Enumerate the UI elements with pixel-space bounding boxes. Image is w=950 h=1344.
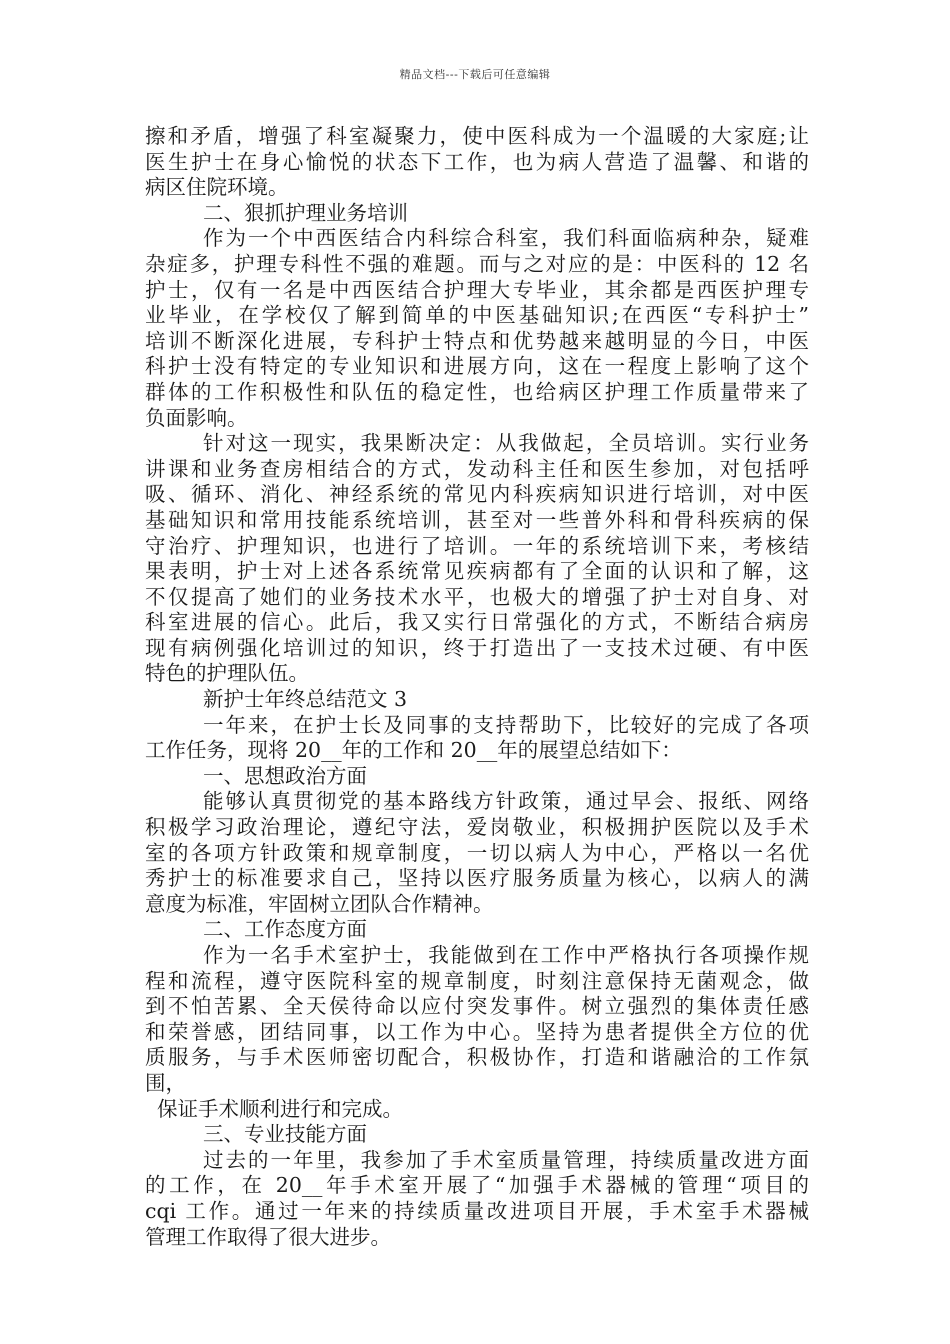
text-line: 负面影响。 [145,405,248,430]
text-line: 的工作，在 20__年手术室开展了“加强手术器械的管理“项目的 [145,1173,809,1198]
text-line: 科护士没有特定的专业知识和进展方向，这在一程度上影响了这个 [145,354,809,379]
text-line: 秀护士的标准要求自己，坚持以医疗服务质量为核心，以病人的满 [145,866,809,891]
text-line: 守治疗、护理知识，也进行了培训。一年的系统培训下来，考核结 [145,533,809,558]
section-heading: 二、狠抓护理业务培训 [203,200,408,225]
text-line: 质服务，与手术医师密切配合，积极协作，打造和谐融洽的工作氛 [145,1045,809,1070]
section-heading: 二、工作态度方面 [203,917,367,942]
text-line: 业毕业，在学校仅了解到简单的中医基础知识;在西医“专科护士” [145,303,809,328]
section-heading: 新护士年终总结范文 3 [203,687,408,712]
text-line: 特色的护理队伍。 [145,661,309,686]
text-line: 吸、循环、消化、神经系统的常见内科疾病知识进行培训，对中医 [145,482,809,507]
text-line: 作为一个中西医结合内科综合科室，我们科面临病种杂，疑难 [203,226,809,251]
text-line: 培训不断深化进展，专科护士特点和优势越来越明显的今日，中医 [145,328,809,353]
text-line: 针对这一现实，我果断决定：从我做起，全员培训。实行业务 [203,431,809,456]
text-line: 果表明，护士对上述各系统常见疾病都有了全面的认识和了解，这 [145,559,809,584]
text-line: cqi 工作。通过一年来的持续质量改进项目开展，手术室手术器械 [145,1198,809,1223]
text-line: 过去的一年里，我参加了手术室质量管理，持续质量改进方面 [203,1147,809,1172]
document-body [145,124,809,1250]
text-line: 作为一名手术室护士，我能做到在工作中严格执行各项操作规 [203,943,809,967]
page-header: 精品文档---下载后可任意编辑 [399,68,551,81]
text-line: 和荣誉感，团结同事，以工作为中心。坚持为患者提供全方位的优 [145,1019,809,1044]
text-line: 工作任务，现将 20__年的工作和 20__年的展望总结如下： [145,738,682,763]
text-line: 讲课和业务查房相结合的方式，发动科主任和医生参加，对包括呼 [145,456,809,481]
text-line: 室的各项方针政策和规章制度，一切以病人为中心，严格以一名优 [145,840,809,865]
text-line: 擦和矛盾，增强了科室凝聚力，使中医科成为一个温暖的大家庭;让 [145,124,809,148]
text-line: 积极学习政治理论，遵纪守法，爱岗敬业，积极拥护医院以及手术 [145,815,809,840]
text-line: 现有病例强化培训过的知识，终于打造出了一支技术过硬、有中医 [145,635,809,660]
text-line: 杂症多，护理专科性不强的难题。而与之对应的是：中医科的 12 名 [145,251,809,276]
text-line: 病区住院环境。 [145,175,289,200]
text-line: 一年来，在护士长及同事的支持帮助下，比较好的完成了各项 [203,712,809,737]
text-line: 护士，仅有一名是中西医结合护理大专毕业，其余都是西医护理专 [145,277,809,302]
text-line: 医生护士在身心愉悦的状态下工作，也为病人营造了温馨、和谐的 [145,149,809,174]
text-line: 能够认真贯彻党的基本路线方针政策，通过早会、报纸、网络 [203,789,809,814]
section-heading: 三、专业技能方面 [203,1122,367,1147]
text-line: 到不怕苦累、全天侯待命以应付突发事件。树立强烈的集体责任感 [145,994,809,1019]
text-line: 群体的工作积极性和队伍的稳定性，也给病区护理工作质量带来了 [145,379,809,404]
text-line: 意度为标准，牢固树立团队合作精神。 [145,891,494,916]
text-line: 基础知识和常用技能系统培训，甚至对一些普外科和骨科疾病的保 [145,507,809,532]
text-line: 程和流程，遵守医院科室的规章制度，时刻注意保持无菌观念，做 [145,968,809,993]
text-line: 不仅提高了她们的业务技术水平，也极大的增强了护士对自身、对 [145,584,809,609]
text-line: 科室进展的信心。此后，我又实行日常强化的方式，不断结合病房 [145,610,809,635]
text-line: 管理工作取得了很大进步。 [145,1224,391,1249]
text-line: 保证手术顺利进行和完成。 [157,1096,403,1121]
section-heading: 一、思想政治方面 [203,763,367,788]
text-line: 围， [145,1070,186,1095]
